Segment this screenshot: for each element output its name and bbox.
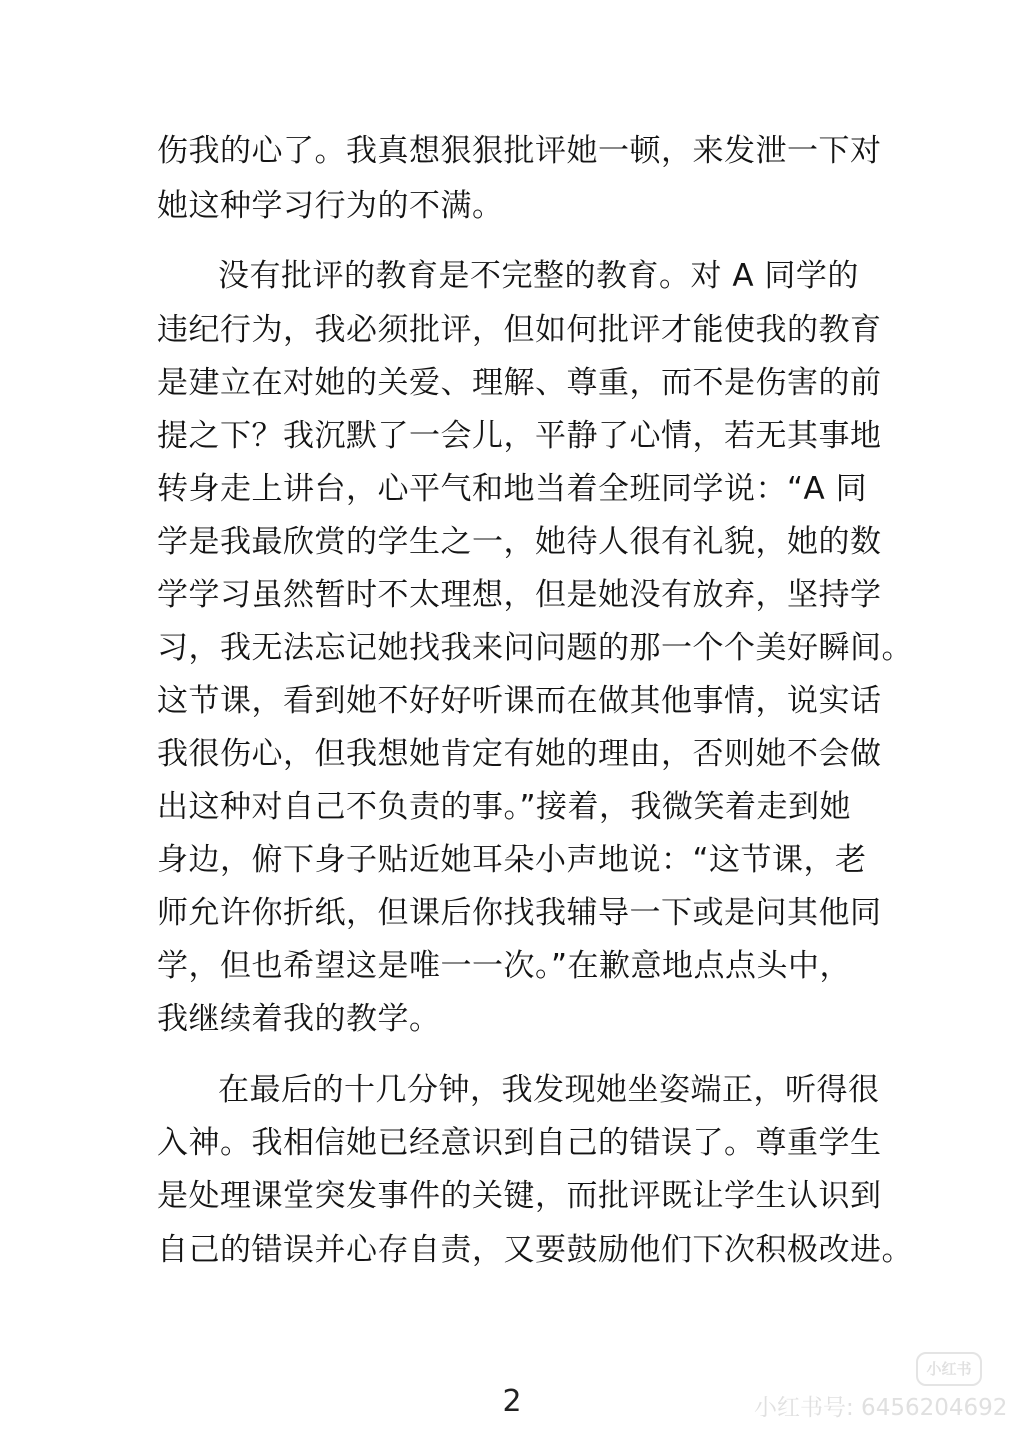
text-line: 违纪行为，我必须批评，但如何批评才能使我的教育 — [157, 312, 882, 348]
text-line: 习，我无法忘记她找我来问问题的那一个个美好瞬间。 — [157, 630, 913, 666]
text-line: 入神。我相信她已经意识到自己的错误了。尊重学生 — [157, 1125, 882, 1161]
text-line: 这节课，看到她不好好听课而在做其他事情，说实话 — [157, 683, 882, 719]
text-line: 学是我最欣赏的学生之一，她待人很有礼貌，她的数 — [157, 524, 882, 560]
text-line: 没有批评的教育是不完整的教育。对 A 同学的 — [218, 258, 859, 294]
text-line: 在最后的十几分钟，我发现她坐姿端正，听得很 — [218, 1072, 880, 1108]
text-line: 师允许你折纸，但课后你找我辅导一下或是问其他同 — [157, 895, 882, 931]
text-line: 出这种对自己不负责的事。”接着，我微笑着走到她 — [157, 789, 852, 825]
text-line: 提之下？我沉默了一会儿，平静了心情，若无其事地 — [157, 418, 882, 454]
page-number: 2 — [502, 1384, 522, 1419]
text-line: 她这种学习行为的不满。 — [157, 188, 504, 224]
text-line: 转身走上讲台，心平气和地当着全班同学说：“A 同 — [157, 471, 868, 507]
watermark-logo: 小红书 — [916, 1352, 982, 1386]
watermark-id: 小红书号: 6456204692 — [754, 1395, 1008, 1421]
text-line: 学学习虽然暂时不太理想，但是她没有放弃，坚持学 — [157, 577, 882, 613]
text-line: 学，但也希望这是唯一一次。”在歉意地点点头中， — [157, 948, 852, 984]
text-line: 身边，俯下身子贴近她耳朵小声地说：“这节课，老 — [157, 842, 867, 878]
text-line: 自己的错误并心存自责，又要鼓励他们下次积极改进。 — [157, 1232, 913, 1268]
text-line: 我继续着我的教学。 — [157, 1001, 441, 1037]
text-line: 我很伤心，但我想她肯定有她的理由，否则她不会做 — [157, 736, 882, 772]
text-line: 是建立在对她的关爱、理解、尊重，而不是伤害的前 — [157, 365, 882, 401]
text-line: 是处理课堂突发事件的关键，而批评既让学生认识到 — [157, 1178, 882, 1214]
text-line: 伤我的心了。我真想狠狠批评她一顿，来发泄一下对 — [157, 133, 882, 169]
